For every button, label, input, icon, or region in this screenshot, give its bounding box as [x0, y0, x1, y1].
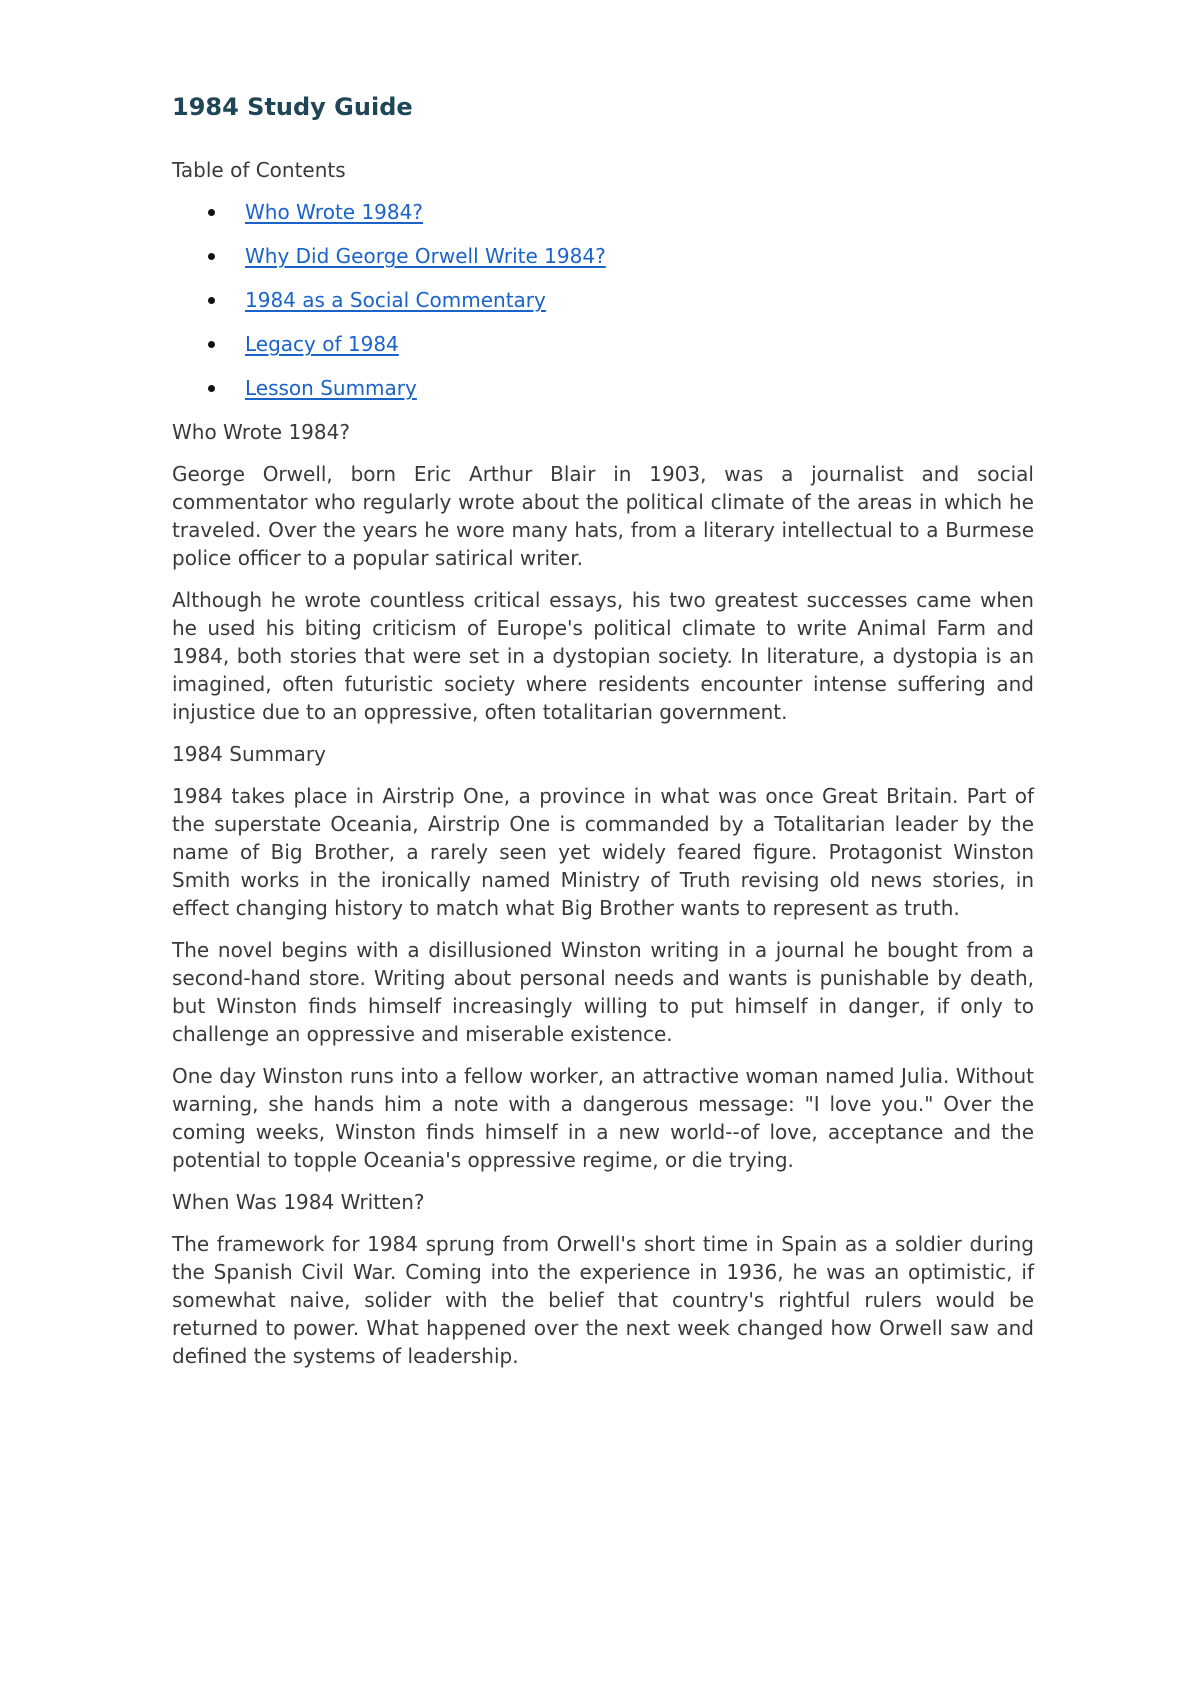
paragraph: 1984 takes place in Airstrip One, a province in what was once Great Britain. Part of the superstate Oceania, Airstrip One is commanded by a Totalitarian leader by the name of Big Brother, a rarely seen yet widely feared figure. Protagonist Winston Smith works in the ironically named Ministry of Truth revising old news stories, in effect changing history to match what Big Brother wants to represent as truth. — [172, 784, 1034, 920]
document-page — [172, 92, 1034, 1384]
toc-link-who-wrote[interactable]: Who Wrote 1984? — [245, 200, 423, 224]
paragraph: Although he wrote countless critical essays, his two greatest successes came when he used his biting criticism of Europe's political climate to write Animal Farm and 1984, both stories that were set in a dystopian society. In literature, a dystopia is an imagined, often futuristic society where residents encounter intense suffering and injustice due to an oppressive, often totalitarian government. — [172, 588, 1034, 724]
section-heading-who-wrote: Who Wrote 1984? — [172, 420, 350, 444]
bullet-icon — [208, 341, 215, 348]
bullet-icon — [208, 385, 215, 392]
paragraph: The framework for 1984 sprung from Orwell's short time in Spain as a soldier during the Spanish Civil War. Coming into the experience in 1936, he was an optimistic, if somewhat naive, solider with the belief that country's rightful rulers would be returned to power. What happened over the next week changed how Orwell saw and defined the systems of leadership. — [172, 1232, 1034, 1368]
paragraph: George Orwell, born Eric Arthur Blair in 1903, was a journalist and social commentator who regularly wrote about the political climate of the areas in which he traveled. Over the years he wore many hats, from a literary intellectual to a Burmese police officer to a popular satirical writer. — [172, 462, 1034, 570]
document-title: 1984 Study Guide — [172, 93, 413, 121]
section-heading-summary: 1984 Summary — [172, 742, 326, 766]
toc-link-lesson-summary[interactable]: Lesson Summary — [245, 376, 417, 400]
toc-item — [172, 242, 1034, 270]
toc-link-social-commentary[interactable]: 1984 as a Social Commentary — [245, 288, 546, 312]
table-of-contents — [172, 198, 1034, 402]
bullet-icon — [208, 209, 215, 216]
toc-link-legacy[interactable]: Legacy of 1984 — [245, 332, 399, 356]
section-heading-when-written: When Was 1984 Written? — [172, 1190, 425, 1214]
bullet-icon — [208, 297, 215, 304]
paragraph: The novel begins with a disillusioned Winston writing in a journal he bought from a second-hand store. Writing about personal needs and wants is punishable by death, but Winston finds himself increasingly willing to put himself in danger, if only to challenge an oppressive and miserable existence. — [172, 938, 1034, 1046]
toc-item — [172, 330, 1034, 358]
toc-item — [172, 198, 1034, 226]
toc-link-why-orwell-wrote[interactable]: Why Did George Orwell Write 1984? — [245, 244, 606, 268]
toc-item — [172, 286, 1034, 314]
bullet-icon — [208, 253, 215, 260]
toc-item — [172, 374, 1034, 402]
toc-heading: Table of Contents — [172, 158, 346, 182]
paragraph: One day Winston runs into a fellow worker, an attractive woman named Julia. Without warning, she hands him a note with a dangerous message: "I love you." Over the coming weeks, Winston finds himself in a new world--of love, acceptance and the potential to topple Oceania's oppressive regime, or die trying. — [172, 1064, 1034, 1172]
